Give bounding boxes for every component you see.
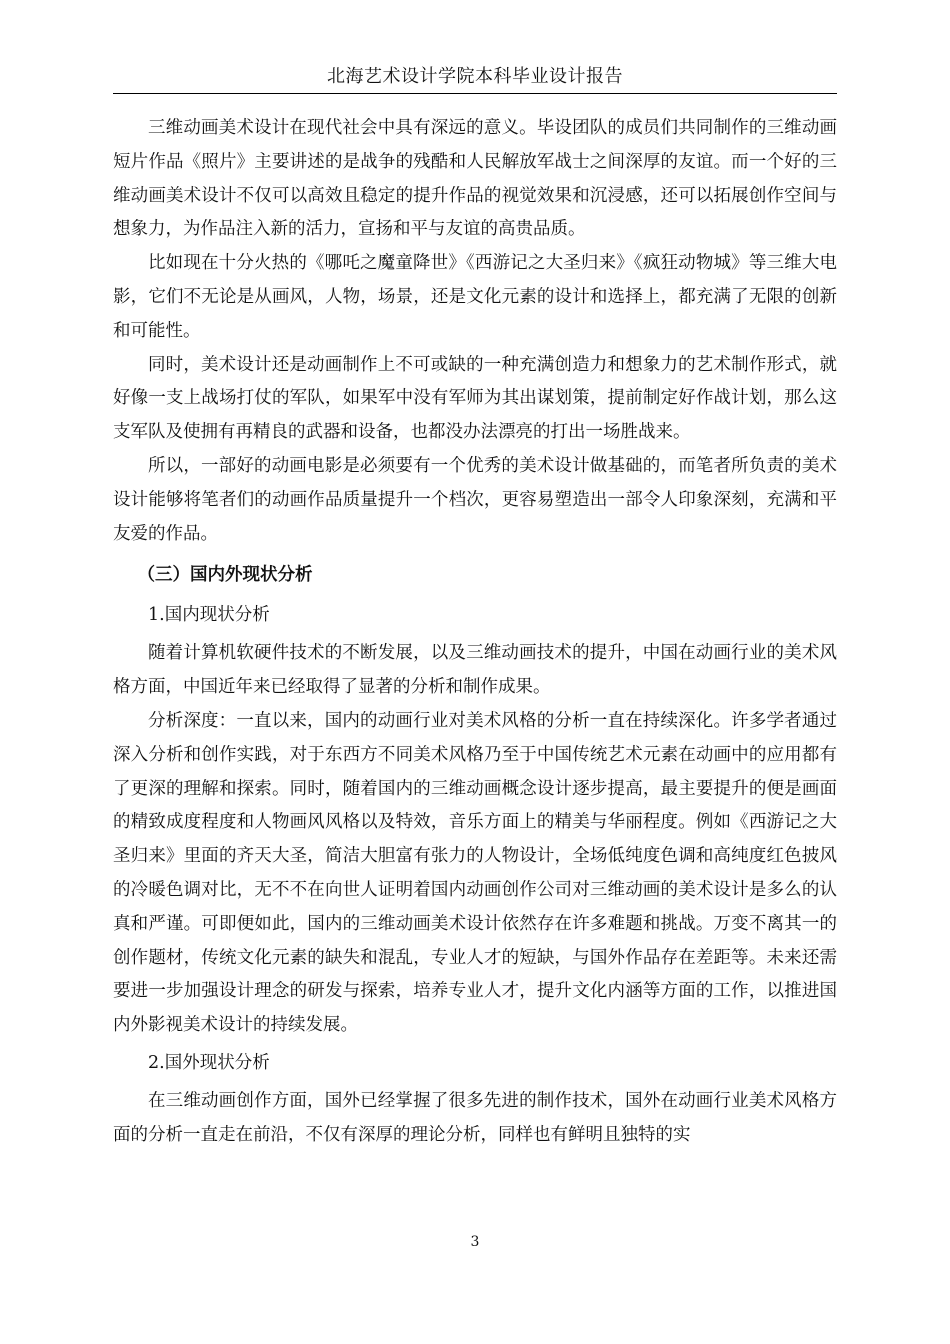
paragraph-domestic-depth: 分析深度：一直以来，国内的动画行业对美术风格的分析一直在持续深化。许多学者通过深入分析和创作实践，对于东西方不同美术风格乃至于中国传统艺术元素在动画中的应用都有了更深的理解和探索。同时，随着国内的三维动画概念设计逐步提高，最主要提升的便是画面的精致成度程度和人物画风风格以及特效，音乐方面上的精美与华丽程度。例如《西游记之大圣归来》里面的齐天大圣，简洁大胆富有张力的人物设计，全场低纯度色调和高纯度红色披风的冷暖色调对比，无不不在向世人证明着国内动画创作公司对三维动画的美术设计是多么的认真和严谨。可即便如此，国内的三维动画美术设计依然存在许多难题和挑战。万变不离其一的创作题材，传统文化元素的缺失和混乱，专业人才的短缺，与国外作品存在差距等。未来还需要进一步加强设计理念的研发与探索，培养专业人才，提升文化内涵等方面的工作，以推进国内外影视美术设计的持续发展。 [113,710,837,1036]
paragraph-foreign-intro: 在三维动画创作方面，国外已经掌握了很多先进的制作技术，国外在动画行业美术风格方面的分析一直走在前沿，不仅有深厚的理论分析，同样也有鲜明且独特的实 [113,1090,837,1145]
subsection-heading-foreign: 2.国外现状分析 [148,1052,270,1073]
page-number: 3 [470,1234,480,1250]
paragraph-domestic-intro: 随着计算机软硬件技术的不断发展，以及三维动画技术的提升，中国在动画行业的美术风格方面，中国近年来已经取得了显著的分析和制作成果。 [113,643,837,698]
paragraph-conclusion: 所以，一部好的动画电影是必须要有一个优秀的美术设计做基础的，而笔者所负责的美术设计能够将笔者们的动画作品质量提升一个档次，更容易塑造出一部令人印象深刻，充满和平友爱的作品。 [113,455,837,544]
paragraph-army-analogy: 同时，美术设计还是动画制作上不可或缺的一种充满创造力和想象力的艺术制作形式，就好像一支上战场打仗的军队，如果军中没有军师为其出谋划策，提前制定好作战计划，那么这支军队及使拥有再精良的武器和设备，也都没办法漂亮的打出一场胜战来。 [113,354,837,443]
body-content [113,112,837,1153]
page-header-title: 北海艺术设计学院本科毕业设计报告 [327,66,623,87]
section-heading-status-analysis: （三）国内外现状分析 [137,565,313,586]
subsection-heading-domestic: 1.国内现状分析 [148,605,270,626]
header-divider [113,93,837,94]
paragraph-significance: 三维动画美术设计在现代社会中具有深远的意义。毕设团队的成员们共同制作的三维动画短片作品《照片》主要讲述的是战争的残酷和人民解放军战士之间深厚的友谊。而一个好的三维动画美术设计不仅可以高效且稳定的提升作品的视觉效果和沉浸感，还可以拓展创作空间与想象力，为作品注入新的活力，宣扬和平与友谊的高贵品质。 [113,118,837,240]
paragraph-film-examples: 比如现在十分火热的《哪吒之魔童降世》《西游记之大圣归来》《疯狂动物城》等三维大电影，它们不无论是从画风，人物，场景，还是文化元素的设计和选择上，都充满了无限的创新和可能性。 [113,253,837,341]
